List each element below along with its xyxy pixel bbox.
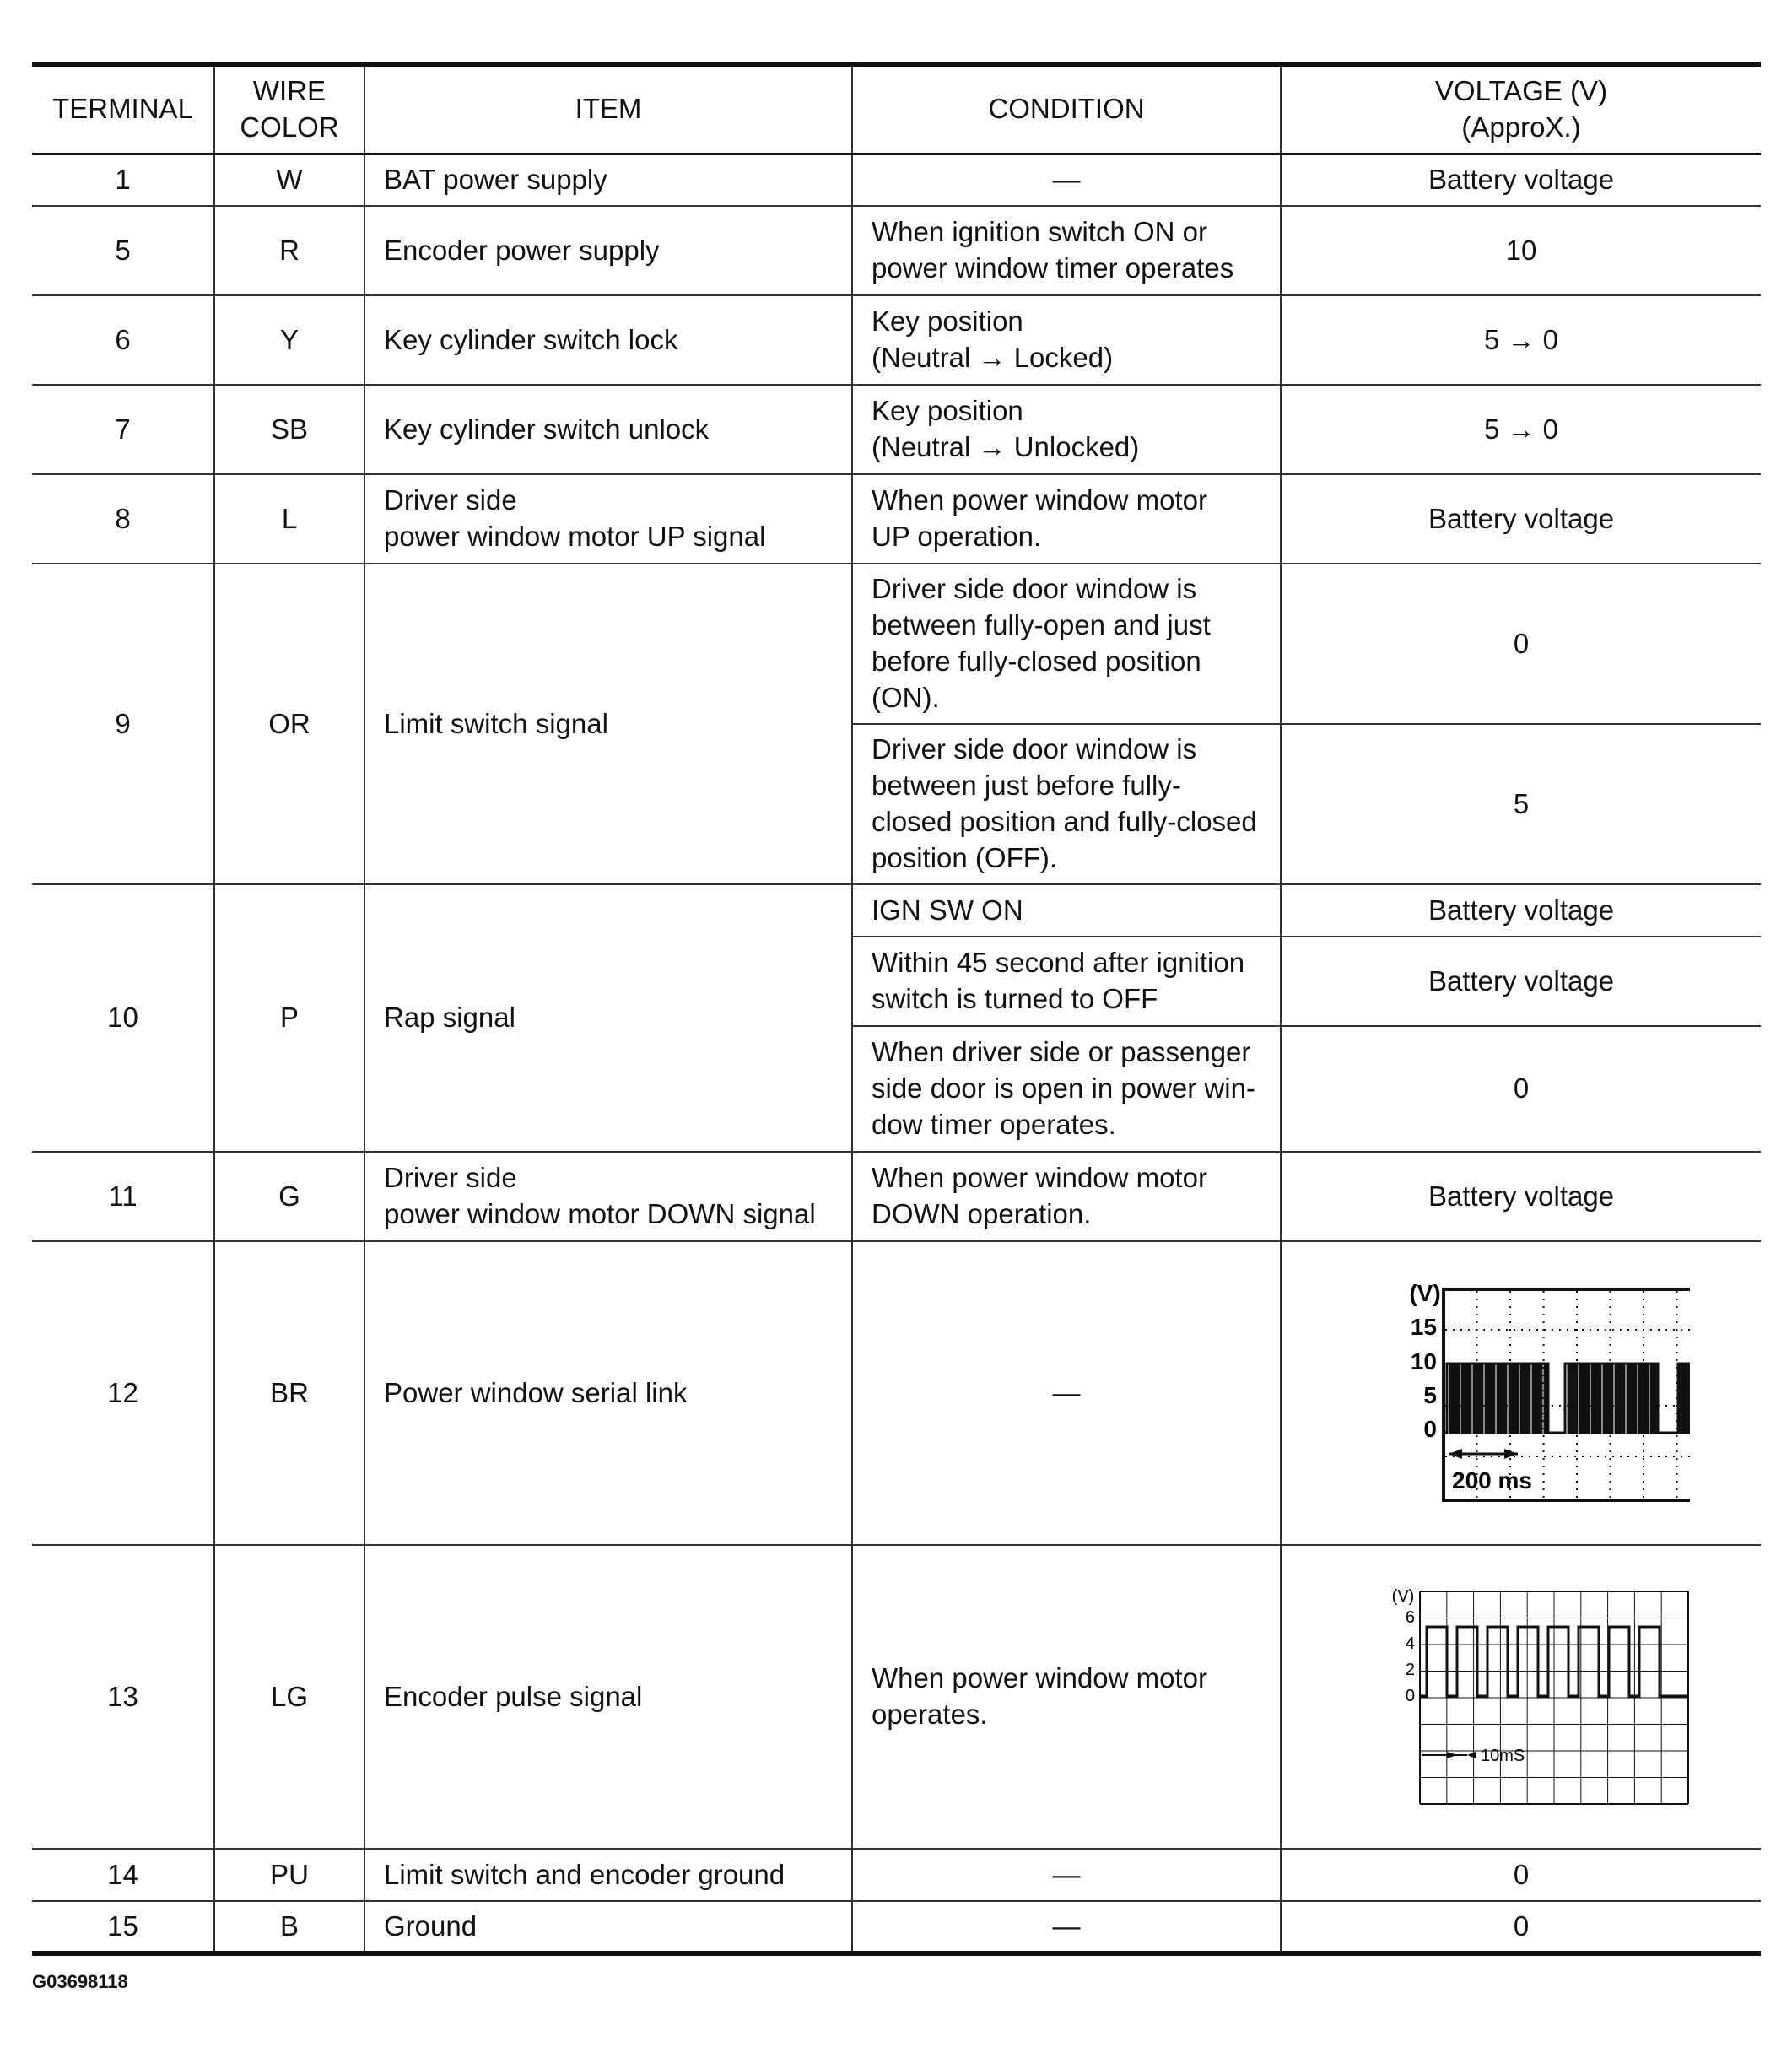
header-wire-color: WIRE COLOR xyxy=(214,64,364,154)
terminal-cell: 14 xyxy=(32,1849,214,1901)
table-row xyxy=(32,1152,1761,1241)
condition-cell: — xyxy=(852,1901,1281,1953)
scope-grid xyxy=(1420,1591,1688,1804)
terminal-cell: 9 xyxy=(32,564,214,884)
voltage-cell xyxy=(1281,1545,1761,1849)
item-cell: Power window serial link xyxy=(364,1241,852,1545)
condition-cell: When driver side or passenger side door is open in power win- dow timer operates. xyxy=(852,1026,1281,1152)
item-cell: Encoder pulse signal xyxy=(364,1545,852,1849)
table-row xyxy=(32,1849,1761,1901)
arrow-head-right xyxy=(1447,1752,1457,1758)
encoder-pulse-waveform xyxy=(1352,1583,1690,1811)
condition-cell: Key position (Neutral → Unlocked) xyxy=(852,385,1281,474)
scope-time-label: 200 ms xyxy=(1452,1467,1532,1494)
voltage-cell: 0 xyxy=(1281,1901,1761,1953)
condition-cell: Driver side door window is between fully-open and just before fully-closed position (ON). xyxy=(852,564,1281,724)
voltage-cell: Battery voltage xyxy=(1281,1152,1761,1241)
voltage-cell: 0 xyxy=(1281,1026,1761,1152)
header-condition: CONDITION xyxy=(852,64,1281,154)
scope-tick-label: 4 xyxy=(1405,1634,1415,1653)
arrow-head-left xyxy=(1449,1449,1462,1459)
terminal-cell: 8 xyxy=(32,474,214,564)
item-cell: Rap signal xyxy=(364,884,852,1152)
condition-cell: When ignition switch ON or power window timer operates xyxy=(852,206,1281,295)
item-cell: Driver side power window motor DOWN signal xyxy=(364,1152,852,1241)
arrow-head-left xyxy=(1467,1752,1476,1758)
voltage-cell: 5 xyxy=(1281,724,1761,884)
item-cell: Limit switch and encoder ground xyxy=(364,1849,852,1901)
scope-tick-label: 0 xyxy=(1405,1687,1415,1705)
item-cell: Encoder power supply xyxy=(364,206,852,295)
condition-cell: IGN SW ON xyxy=(852,884,1281,937)
condition-cell: When power window motor DOWN operation. xyxy=(852,1152,1281,1241)
table-row xyxy=(32,564,1761,724)
header-item: ITEM xyxy=(364,64,852,154)
scope-time-label: 10mS xyxy=(1481,1747,1525,1765)
item-cell: Driver side power window motor UP signal xyxy=(364,474,852,564)
header-terminal: TERMINAL xyxy=(32,64,214,154)
table-row xyxy=(32,884,1761,937)
condition-cell: — xyxy=(852,1849,1281,1901)
terminal-cell: 10 xyxy=(32,884,214,1152)
wire-color-cell: L xyxy=(214,474,364,564)
terminal-cell: 13 xyxy=(32,1545,214,1849)
table-row xyxy=(32,154,1761,206)
voltage-cell: Battery voltage xyxy=(1281,154,1761,206)
table-row xyxy=(32,206,1761,295)
scope-tick-label: 10 xyxy=(1410,1348,1437,1375)
figure-code: G03698118 xyxy=(32,1971,128,1992)
condition-cell: Within 45 second after ignition switch is turned to OFF xyxy=(852,937,1281,1026)
wire-color-cell: R xyxy=(214,206,364,295)
voltage-cell: 5 → 0 xyxy=(1281,295,1761,385)
voltage-cell: Battery voltage xyxy=(1281,884,1761,937)
condition-cell: — xyxy=(852,1241,1281,1545)
wire-color-cell: Y xyxy=(214,295,364,385)
serial-signal-trace xyxy=(1445,1364,1690,1433)
condition-cell: Driver side door window is between just before fully- closed position and fully-closed position (OFF). xyxy=(852,724,1281,884)
item-cell: Ground xyxy=(364,1901,852,1953)
condition-cell: When power window motor UP operation. xyxy=(852,474,1281,564)
voltage-cell: 5 → 0 xyxy=(1281,385,1761,474)
table-row xyxy=(32,1545,1761,1849)
wire-color-cell: SB xyxy=(214,385,364,474)
wire-color-cell: W xyxy=(214,154,364,206)
terminal-cell: 11 xyxy=(32,1152,214,1241)
condition-cell: Key position (Neutral → Locked) xyxy=(852,295,1281,385)
voltage-cell: Battery voltage xyxy=(1281,474,1761,564)
voltage-cell: 10 xyxy=(1281,206,1761,295)
voltage-cell: 0 xyxy=(1281,564,1761,724)
wire-color-cell: LG xyxy=(214,1545,364,1849)
wire-color-cell: G xyxy=(214,1152,364,1241)
terminal-cell: 5 xyxy=(32,206,214,295)
table-row xyxy=(32,295,1761,385)
voltage-cell: 0 xyxy=(1281,1849,1761,1901)
scope-tick-label: 2 xyxy=(1405,1661,1415,1679)
scope-unit-label: (V) xyxy=(1409,1280,1441,1306)
wire-color-cell: BR xyxy=(214,1241,364,1545)
scope-tick-label: 0 xyxy=(1423,1416,1437,1442)
table-header-row xyxy=(32,64,1761,154)
voltage-cell xyxy=(1281,1241,1761,1545)
terminal-cell: 12 xyxy=(32,1241,214,1545)
scope-tick-label: 6 xyxy=(1405,1608,1415,1627)
terminal-cell: 15 xyxy=(32,1901,214,1953)
table-row xyxy=(32,474,1761,564)
wire-color-cell: B xyxy=(214,1901,364,1953)
wire-color-cell: PU xyxy=(214,1849,364,1901)
item-cell: BAT power supply xyxy=(364,154,852,206)
scope-unit-label: (V) xyxy=(1391,1587,1415,1606)
terminal-cell: 7 xyxy=(32,385,214,474)
scope-tick-label: 5 xyxy=(1423,1382,1437,1408)
item-cell: Limit switch signal xyxy=(364,564,852,884)
serial-link-waveform xyxy=(1352,1279,1690,1507)
table-row xyxy=(32,1241,1761,1545)
scope-tick-label: 15 xyxy=(1410,1314,1437,1340)
wire-color-cell: OR xyxy=(214,564,364,884)
voltage-cell: Battery voltage xyxy=(1281,937,1761,1026)
table-row xyxy=(32,385,1761,474)
item-cell: Key cylinder switch lock xyxy=(364,295,852,385)
wire-color-cell: P xyxy=(214,884,364,1152)
condition-cell: When power window motor operates. xyxy=(852,1545,1281,1849)
terminal-cell: 1 xyxy=(32,154,214,206)
item-cell: Key cylinder switch unlock xyxy=(364,385,852,474)
table-row xyxy=(32,1901,1761,1953)
terminal-table-container xyxy=(32,62,1761,1956)
header-voltage: VOLTAGE (V) (ApproX.) xyxy=(1281,64,1761,154)
terminal-cell: 6 xyxy=(32,295,214,385)
arrow-head-right xyxy=(1504,1449,1518,1459)
condition-cell: — xyxy=(852,154,1281,206)
terminal-table xyxy=(32,62,1761,1956)
